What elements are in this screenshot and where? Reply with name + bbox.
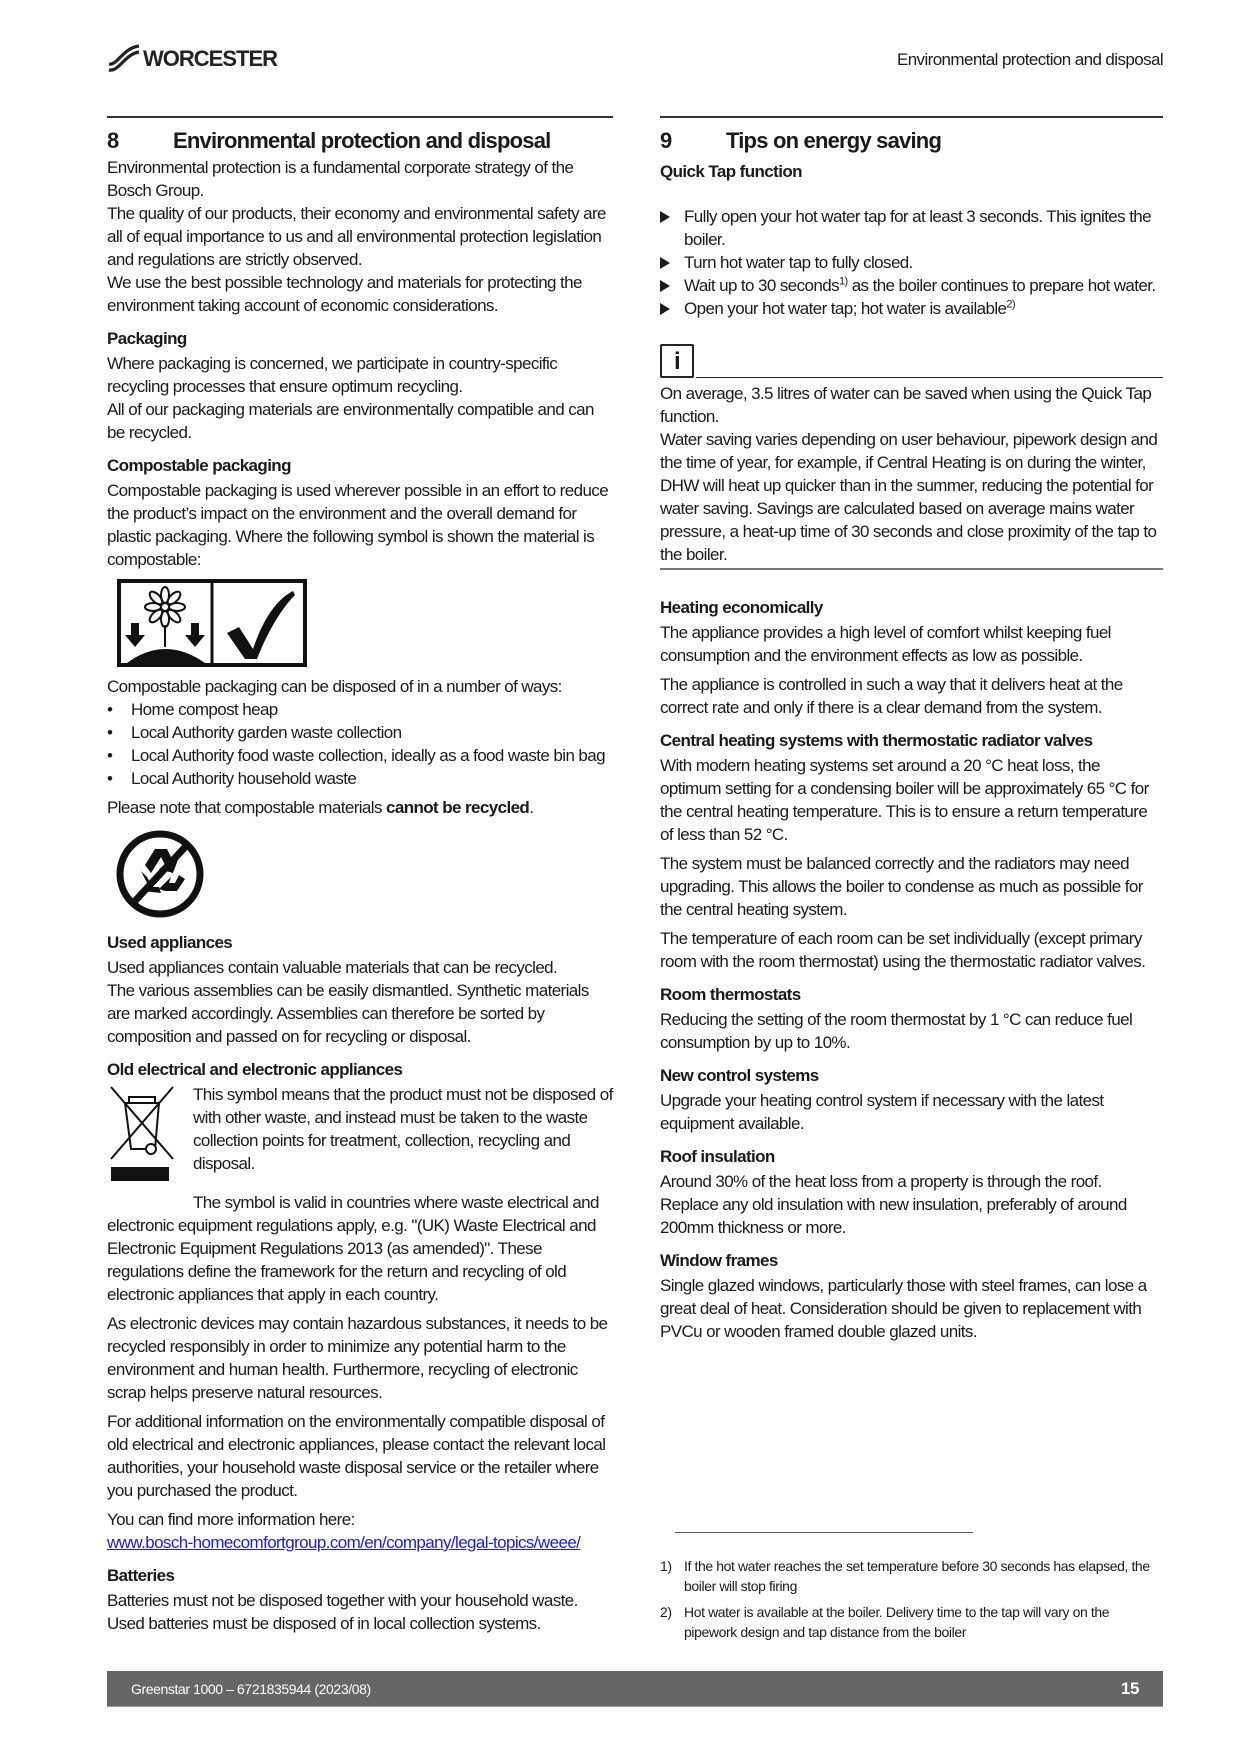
compostable-note [107,796,613,819]
footnote-text: If the hot water reaches the set temperature before 30 seconds has elapsed, the boiler will stop firing [684,1558,1150,1594]
step-item [660,297,1163,320]
note-bold: cannot be recycled [386,798,530,817]
wave-logo-icon [107,44,141,72]
paragraph: Water saving varies depending on user behaviour, pipework design and the time of year, for example, if Central Heating is on during the winter, DHW will heat up quicker than in the summer, reducing the potential for water saving. Savings are calculated based on average mains water pressure, a heat-up time of 30 seconds and close proximity of the tap to the boiler. [660,430,1158,564]
info-rule [696,377,1163,378]
paragraph: Batteries must not be disposed together with your household waste. [107,1591,578,1610]
footnote-text: Hot water is available at the boiler. Delivery time to the tap will vary on the pipework design and tap distance from the boiler [684,1604,1110,1640]
paragraph: Compostable packaging can be disposed of in a number of ways: [107,677,562,696]
paragraph: Where packaging is concerned, we participate in country-specific recycling processes that ensure optimum recycling. [107,354,558,396]
step-text: Fully open your hot water tap for at least 3 seconds. This ignites the boiler. [684,207,1152,249]
footnote-rule [675,1532,973,1533]
paragraph: Used batteries must be disposed of in local collection systems. [107,1614,541,1633]
list-item: • Local Authority household waste [107,767,613,790]
paragraph: Upgrade your heating control system if necessary with the latest equipment available. [660,1091,1104,1133]
step-text: Wait up to 30 seconds [684,276,839,295]
footnote-number: 1) [660,1558,672,1574]
list-item: • Local Authority garden waste collection [107,721,613,744]
section-title: Environmental protection and disposal [173,128,551,153]
step-text: Turn hot water tap to fully closed. [684,253,913,272]
list-item: • Home compost heap [107,698,613,721]
subheading-central-heating: Central heating systems with thermostatic radiator valves [660,731,1093,750]
arrow-right-icon [660,211,670,223]
paragraph: Used appliances contain valuable materials that can be recycled. [107,958,558,977]
weee-block [107,1083,613,1189]
paragraph: The various assemblies can be easily dismantled. Synthetic materials are marked accordingly. Assemblies can therefore be sorted by composition and passed on for recycling or disposal. [107,981,589,1046]
footnote-number: 2) [660,1604,672,1620]
info-icon: i [660,344,694,378]
quick-tap-steps [660,205,1163,320]
paragraph: All of our packaging materials are environmentally compatible and can be recycled. [107,400,594,442]
paragraph: The quality of our products, their economy and environmental safety are all of equal importance to us and all environmental protection legislation and regulations are strictly observed. [107,204,606,269]
paragraph: The appliance is controlled in such a way that it delivers heat at the correct rate and only if there is a clear demand from the system. [660,675,1123,717]
info-notice-header [660,344,1163,378]
paragraph: The appliance provides a high level of comfort whilst keeping fuel consumption and the environment effects as low as possible. [660,623,1111,665]
paragraph: On average, 3.5 litres of water can be saved when using the Quick Tap function. [660,384,1152,426]
arrow-right-icon [660,280,670,292]
footnotes [660,1556,1163,1648]
page-number: 15 [1120,1678,1139,1698]
paragraph: The temperature of each room can be set individually (except primary room with the room thermostat) using the thermostatic radiator valves. [660,929,1146,971]
paragraph: We use the best possible technology and materials for protecting the environment taking account of economic considerations. [107,273,582,315]
step-item [660,205,1163,251]
worcester-logo [107,44,277,72]
subheading-room-thermostats: Room thermostats [660,985,801,1004]
running-title: Environmental protection and disposal [896,50,1163,69]
section-number: 8 [107,128,119,153]
info-notice [660,382,1163,566]
paragraph: As electronic devices may contain hazardous substances, it needs to be recycled responsibly in order to minimize any potential harm to the environment and human health. Furthermore, recycling of electronic scrap helps preserve natural resources. [107,1314,608,1402]
step-item [660,274,1163,297]
compostable-symbol [117,579,307,667]
subheading-windows: Window frames [660,1251,778,1270]
section-title: Tips on energy saving [726,128,942,153]
subheading-new-controls: New control systems [660,1066,819,1085]
paragraph: The symbol is valid in countries where waste electrical and electronic equipment regulations apply, e.g. "(UK) Waste Electrical and Electronic Equipment Regulations 2013 (as amended)". These regulations define the framework for the return and recycling of old electronic appliances that apply in each country. [107,1193,599,1304]
weee-icon-column [107,1083,193,1189]
footnote [660,1556,1163,1596]
section-heading-9 [660,128,1163,154]
left-column [107,116,613,1635]
page-footer [107,1671,1163,1707]
disposal-ways-list [107,698,613,790]
subheading-quick-tap: Quick Tap function [660,162,802,181]
footnote [660,1602,1163,1642]
paragraph: Environmental protection is a fundamental corporate strategy of the Bosch Group. [107,158,574,200]
paragraph: This symbol means that the product must not be disposed of with other waste, and instead must be taken to the waste collection points for treatment, collection, recycling and disposal. [193,1085,613,1173]
subheading-batteries: Batteries [107,1566,175,1585]
list-item: • Local Authority food waste collection, ideally as a food waste bin bag [107,744,613,767]
step-text: as the boiler continues to prepare hot water. [847,276,1156,295]
brand-name: WORCESTER [143,46,277,71]
paragraph: Single glazed windows, particularly those with steel frames, can lose a great deal of heat. Consideration should be given to replacement with PVCu or wooden framed double glazed units. [660,1276,1147,1341]
section-rule [107,116,613,118]
paragraph: For additional information on the environmentally compatible disposal of old electrical and electronic appliances, please contact the relevant local authorities, your household waste disposal service or the retailer where you purchased the product. [107,1412,606,1500]
footnote-ref: 2) [1006,298,1015,311]
paragraph: You can find more information here: [107,1510,355,1529]
subheading-packaging: Packaging [107,329,187,348]
arrow-right-icon [660,257,670,269]
subheading-weee: Old electrical and electronic appliances [107,1060,403,1079]
paragraph: Compostable packaging is used wherever possible in an effort to reduce the product’s impact on the environment and the overall demand for plastic packaging. Where the following symbol is shown the material is compostable: [107,481,609,569]
section-number: 9 [660,128,672,153]
subheading-heating: Heating economically [660,598,823,617]
footnote-ref: 1) [838,275,848,288]
section-rule [660,116,1163,118]
arrow-right-icon [660,303,670,315]
right-column [660,116,1163,1343]
subheading-used-appliances: Used appliances [107,933,233,952]
note-text: Please note that compostable materials [107,798,386,817]
subheading-roof: Roof insulation [660,1147,775,1166]
step-text: Open your hot water tap; hot water is available [684,299,1007,318]
subheading-compostable: Compostable packaging [107,456,291,475]
section-heading-8 [107,128,613,154]
paragraph: Reducing the setting of the room thermostat by 1 °C can reduce fuel consumption by up to 10%. [660,1010,1133,1052]
document-reference: Greenstar 1000 – 6721835944 (2023/08) [131,1680,371,1697]
paragraph: With modern heating systems set around a 20 °C heat loss, the optimum setting for a condensing boiler will be approximately 65 °C for the central heating temperature. This is to ensure a return temperature of less than 52 °C. [660,756,1149,844]
no-recycle-icon [115,829,205,919]
crossed-bin-icon [107,1083,177,1183]
note-suffix: . [529,798,534,817]
paragraph: Around 30% of the heat loss from a property is through the roof. Replace any old insulation with new insulation, preferably of around 200mm thickness or more. [660,1172,1127,1237]
paragraph: The system must be balanced correctly and the radiators may need upgrading. This allows the boiler to condense as much as possible for the central heating system. [660,854,1143,919]
info-end-rule [660,568,1163,570]
step-item [660,251,1163,274]
weee-info-link[interactable]: www.bosch-homecomfortgroup.com/en/company/legal-topics/weee/ [107,1533,581,1552]
